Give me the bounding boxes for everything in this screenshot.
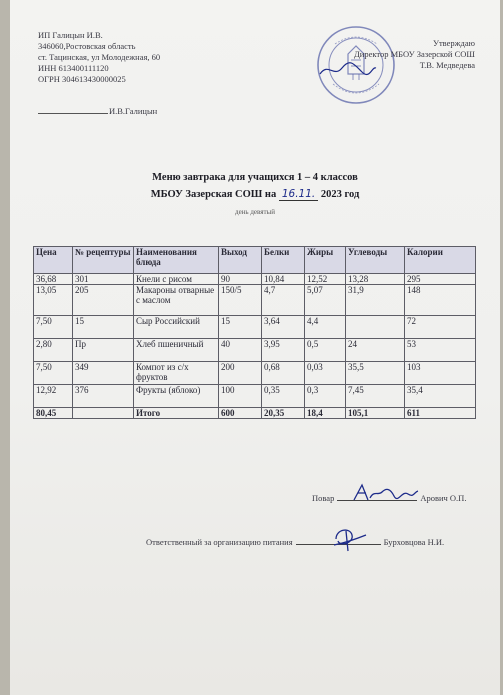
responsible-name: Бурховцова Н.И. bbox=[383, 537, 445, 547]
table-header-row bbox=[34, 247, 476, 274]
calories-cell: 103 bbox=[405, 362, 476, 385]
table-row bbox=[34, 285, 476, 316]
recipe-cell: 301 bbox=[73, 274, 134, 285]
table-row bbox=[34, 385, 476, 408]
protein-cell: 0,68 bbox=[262, 362, 305, 385]
carbs-cell: 13,28 bbox=[346, 274, 405, 285]
table-row bbox=[34, 362, 476, 385]
total-carbs-cell: 105,1 bbox=[346, 408, 405, 419]
approval-position: Директор МБОУ Зазерской СОШ bbox=[354, 49, 475, 59]
yield-cell: 15 bbox=[219, 316, 262, 339]
issuer-signature-line bbox=[38, 106, 157, 116]
dish-cell: Компот из с/х фруктов bbox=[134, 362, 219, 385]
document-title: Меню завтрака для учащихся 1 – 4 классов bbox=[152, 172, 358, 183]
table-total-row bbox=[34, 408, 476, 419]
carbs-cell: 35,5 bbox=[346, 362, 405, 385]
fat-cell: 5,07 bbox=[305, 285, 346, 316]
cook-signature-icon bbox=[350, 482, 420, 504]
protein-cell: 4,7 bbox=[262, 285, 305, 316]
total-protein-cell: 20,35 bbox=[262, 408, 305, 419]
yield-cell: 200 bbox=[219, 362, 262, 385]
dish-cell: Кнели с рисом bbox=[134, 274, 219, 285]
dish-cell: Сыр Российский bbox=[134, 316, 219, 339]
total-label-cell: Итого bbox=[134, 408, 219, 419]
col-header: Цена bbox=[34, 247, 73, 274]
fat-cell: 0,3 bbox=[305, 385, 346, 408]
col-header: № рецептуры bbox=[73, 247, 134, 274]
issuer-signer: И.В.Галицын bbox=[109, 106, 158, 116]
table-row bbox=[34, 316, 476, 339]
cook-role: Повар bbox=[312, 493, 335, 503]
col-header: Наименования блюда bbox=[134, 247, 219, 274]
director-signature-icon bbox=[318, 60, 378, 80]
col-header: Выход bbox=[219, 247, 262, 274]
calories-cell: 35,4 bbox=[405, 385, 476, 408]
school-name: МБОУ Зазерская СОШ на bbox=[150, 189, 277, 200]
recipe-cell: 205 bbox=[73, 285, 134, 316]
issuer-line: 346060,Ростовская область bbox=[38, 41, 136, 51]
protein-cell: 10,84 bbox=[262, 274, 305, 285]
protein-cell: 3,95 bbox=[262, 339, 305, 362]
protein-cell: 3,64 bbox=[262, 316, 305, 339]
col-header: Белки bbox=[262, 247, 305, 274]
table-row bbox=[34, 274, 476, 285]
calories-cell: 148 bbox=[405, 285, 476, 316]
price-cell: 12,92 bbox=[34, 385, 73, 408]
responsible-signature-line bbox=[146, 537, 444, 547]
recipe-cell: Пр bbox=[73, 339, 134, 362]
price-cell: 7,50 bbox=[34, 362, 73, 385]
price-cell: 36,68 bbox=[34, 274, 73, 285]
fat-cell: 0,5 bbox=[305, 339, 346, 362]
approval-name: Т.В. Медведева bbox=[419, 60, 475, 70]
yield-cell: 150/5 bbox=[219, 285, 262, 316]
issuer-line: ОГРН 304613430000025 bbox=[38, 74, 126, 84]
issuer-line: ИП Галицын И.В. bbox=[38, 30, 103, 40]
total-calories-cell: 611 bbox=[405, 408, 476, 419]
calories-cell: 72 bbox=[405, 316, 476, 339]
issuer-block bbox=[38, 30, 160, 85]
carbs-cell: 7,45 bbox=[346, 385, 405, 408]
dish-cell: Макароны отварные с маслом bbox=[134, 285, 219, 316]
document-subtitle bbox=[10, 188, 500, 201]
calories-cell: 53 bbox=[405, 339, 476, 362]
col-header: Калории bbox=[405, 247, 476, 274]
carbs-cell bbox=[346, 316, 405, 339]
fat-cell: 12,52 bbox=[305, 274, 346, 285]
yield-cell: 40 bbox=[219, 339, 262, 362]
issuer-line: ИНН 613400111120 bbox=[38, 63, 109, 73]
protein-cell: 0,35 bbox=[262, 385, 305, 408]
dish-cell: Хлеб пшеничный bbox=[134, 339, 219, 362]
approval-block bbox=[285, 38, 475, 71]
year: 2023 год bbox=[320, 189, 360, 200]
responsible-role: Ответственный за организацию питания bbox=[146, 537, 293, 547]
recipe-cell: 376 bbox=[73, 385, 134, 408]
calories-cell: 295 bbox=[405, 274, 476, 285]
total-price-cell: 80,45 bbox=[34, 408, 73, 419]
carbs-cell: 24 bbox=[346, 339, 405, 362]
responsible-signature-icon bbox=[330, 525, 370, 553]
menu-table bbox=[33, 246, 476, 419]
dish-cell: Фрукты (яблоко) bbox=[134, 385, 219, 408]
document-page bbox=[10, 0, 500, 695]
fat-cell: 0,03 bbox=[305, 362, 346, 385]
total-empty-cell bbox=[73, 408, 134, 419]
cook-name: Арович О.П. bbox=[420, 493, 467, 503]
price-cell: 7,50 bbox=[34, 316, 73, 339]
price-cell: 2,80 bbox=[34, 339, 73, 362]
recipe-cell: 15 bbox=[73, 316, 134, 339]
total-fat-cell: 18,4 bbox=[305, 408, 346, 419]
recipe-cell: 349 bbox=[73, 362, 134, 385]
col-header: Жиры bbox=[305, 247, 346, 274]
menu-date: 16.11. bbox=[279, 188, 318, 201]
total-yield-cell: 600 bbox=[219, 408, 262, 419]
approval-title: Утверждаю bbox=[432, 38, 475, 48]
yield-cell: 90 bbox=[219, 274, 262, 285]
table-row bbox=[34, 339, 476, 362]
issuer-line: ст. Тацинская, ул Молодежная, 60 bbox=[38, 52, 161, 62]
fat-cell: 4,4 bbox=[305, 316, 346, 339]
price-cell: 13,05 bbox=[34, 285, 73, 316]
menu-day: день девятый bbox=[235, 208, 275, 216]
col-header: Углеводы bbox=[346, 247, 405, 274]
yield-cell: 100 bbox=[219, 385, 262, 408]
carbs-cell: 31,9 bbox=[346, 285, 405, 316]
